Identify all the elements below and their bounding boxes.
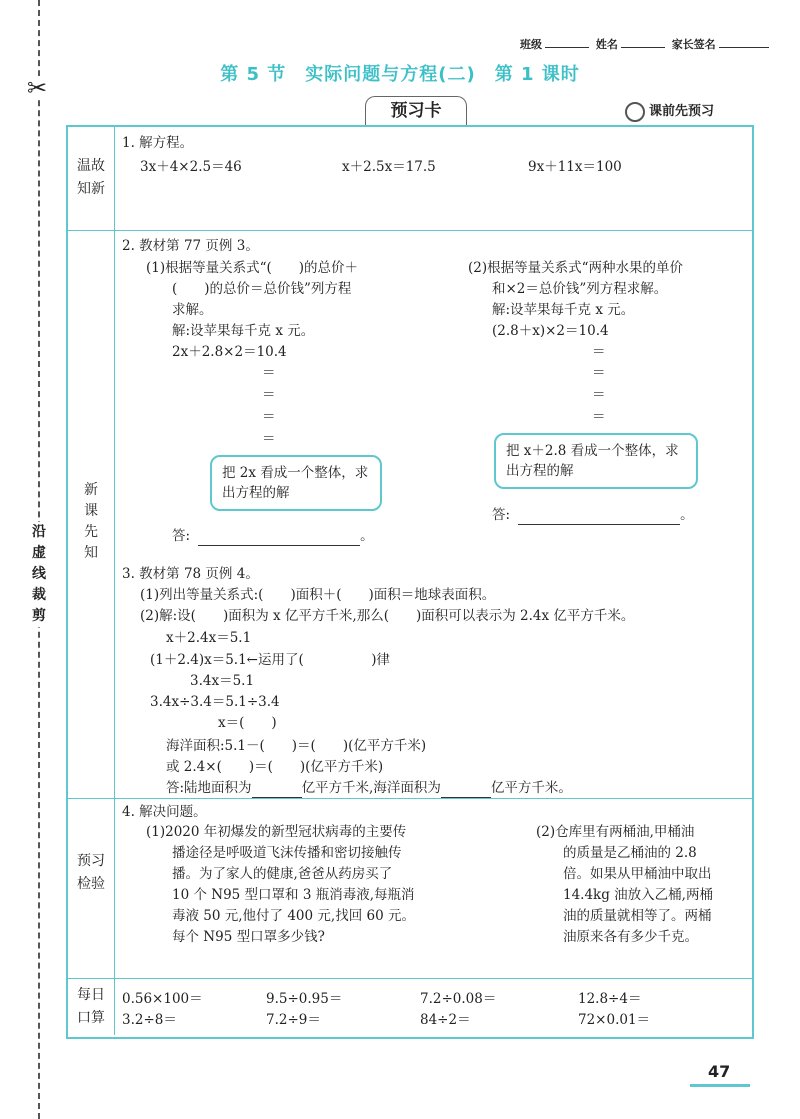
q4-p2-line: 油原来各有多少千克。	[563, 929, 698, 945]
scissors-icon: ✂	[27, 74, 48, 102]
q3-line: (1)列出等量关系式:( )面积＋( )面积＝地球表面积。	[140, 587, 496, 603]
parent-signature-field[interactable]	[719, 47, 769, 48]
q2-right-answer: 答: 。	[492, 507, 694, 523]
calc-item: 0.56×100＝	[122, 991, 203, 1007]
q3-line: 海洋面积:5.1－( )＝( )(亿平方千米)	[166, 738, 427, 754]
q4-p1-line: 10 个 N95 型口罩和 3 瓶消毒液,每瓶消	[172, 887, 415, 903]
class-field[interactable]	[545, 47, 589, 48]
equals-sign: ＝	[592, 344, 606, 360]
q1-eq2: x＋2.5x＝17.5	[342, 159, 436, 175]
q3-line: (1＋2.4)x＝5.1←运用了( )律	[150, 652, 391, 668]
calc-item: 72×0.01＝	[578, 1012, 651, 1028]
equals-sign: ＝	[592, 365, 606, 381]
calc-item: 7.2÷9＝	[266, 1012, 321, 1028]
answer-blank[interactable]	[198, 529, 360, 546]
section-preview-check: 预习检验	[77, 853, 105, 892]
q2-left-line: 求解。	[172, 302, 213, 318]
q4-p2-line: (2)仓库里有两桶油,甲桶油	[536, 824, 695, 840]
equals-sign: ＝	[592, 387, 606, 403]
q2-title: 2. 教材第 77 页例 3。	[122, 238, 259, 254]
q4-p2-line: 油的质量就相等了。两桶	[563, 908, 712, 924]
row-divider	[66, 798, 754, 799]
q4-p1-line: 播途径是呼吸道飞沫传播和密切接触传	[172, 845, 402, 861]
row-divider	[66, 978, 754, 979]
q4-title: 4. 解决问题。	[122, 804, 207, 820]
q2-right-line: (2)根据等量关系式“两种水果的单价	[468, 260, 684, 276]
page-number: 47	[708, 1062, 731, 1081]
equals-sign: ＝	[262, 387, 276, 403]
equals-sign: ＝	[262, 365, 276, 381]
q3-line: 3.4x＝5.1	[190, 673, 255, 689]
q4-p1-line: 播。为了家人的健康,爸爸从药房买了	[172, 866, 393, 882]
q3-line: 或 2.4×( )＝( )(亿平方千米)	[166, 759, 384, 775]
calc-item: 12.8÷4＝	[578, 991, 642, 1007]
cut-label: 沿 虚 线 裁 剪	[28, 522, 50, 627]
q4-p2-line: 倍。如果从甲桶油中取出	[563, 866, 712, 882]
q1-eq3: 9x＋11x＝100	[528, 159, 622, 175]
hint-bubble-right: 把 x＋2.8 看成一个整体，求出方程的解	[494, 433, 698, 489]
q4-p2-line: 的质量是乙桶油的 2.8	[563, 845, 697, 861]
equals-sign: ＝	[262, 431, 276, 447]
q3-line: x＝( )	[218, 715, 277, 731]
q3-line: (2)解:设( )面积为 x 亿平方千米,那么( )面积可以表示为 2.4x 亿平方千米。	[140, 608, 635, 624]
q1-title: 1. 解方程。	[122, 135, 194, 151]
name-field[interactable]	[621, 47, 665, 48]
section-review: 温故知新	[77, 158, 105, 197]
equals-sign: ＝	[592, 409, 606, 425]
q2-right-equation: (2.8＋x)×2＝10.4	[492, 323, 609, 339]
q3-title: 3. 教材第 78 页例 4。	[122, 566, 259, 582]
answer-blank[interactable]	[252, 781, 302, 798]
calc-item: 7.2÷0.08＝	[420, 991, 497, 1007]
card-tab: 预习卡	[365, 96, 467, 127]
section-divider	[114, 127, 115, 1035]
clock-icon	[625, 102, 645, 122]
q4-p1-line: 每个 N95 型口罩多少钱?	[172, 929, 325, 945]
section-daily: 每日口算	[77, 987, 105, 1026]
calc-item: 9.5÷0.95＝	[266, 991, 343, 1007]
preview-badge: 课前先预习	[625, 100, 714, 122]
q4-p2-line: 14.4kg 油放入乙桶,两桶	[563, 887, 713, 903]
q2-left-line: (1)根据等量关系式“( )的总价＋	[146, 260, 359, 276]
q3-line: x＋2.4x＝5.1	[166, 630, 252, 646]
equals-sign: ＝	[262, 409, 276, 425]
answer-blank[interactable]	[441, 781, 491, 798]
calc-item: 3.2÷8＝	[122, 1012, 177, 1028]
answer-blank[interactable]	[518, 508, 680, 525]
student-info: 班级 姓名 家长签名	[520, 36, 772, 52]
q2-left-line: 解:设苹果每千克 x 元。	[172, 323, 315, 339]
section-new-lesson: 新课先知	[84, 482, 98, 561]
calc-item: 84÷2＝	[420, 1012, 471, 1028]
page-title: 第 5 节 实际问题与方程(二) 第 1 课时	[220, 64, 580, 85]
q4-p1-line: 毒液 50 元,他付了 400 元,找回 60 元。	[172, 908, 415, 924]
q2-left-answer: 答: 。	[172, 528, 374, 544]
q4-p1-line: (1)2020 年初爆发的新型冠状病毒的主要传	[146, 824, 407, 840]
q2-right-line: 解:设苹果每千克 x 元。	[492, 302, 635, 318]
q2-left-equation: 2x＋2.8×2＝10.4	[172, 344, 287, 360]
hint-bubble-left: 把 2x 看成一个整体，求出方程的解	[210, 455, 382, 511]
q3-answer: 答:陆地面积为 亿平方千米,海洋面积为 亿平方千米。	[166, 780, 572, 796]
q1-eq1: 3x＋4×2.5＝46	[140, 159, 242, 175]
q2-right-line: 和×2＝总价钱”列方程求解。	[492, 281, 668, 297]
q3-line: 3.4x÷3.4＝5.1÷3.4	[150, 694, 280, 710]
row-divider	[66, 230, 754, 231]
q2-left-line: ( )的总价＝总价钱”列方程	[172, 281, 352, 297]
